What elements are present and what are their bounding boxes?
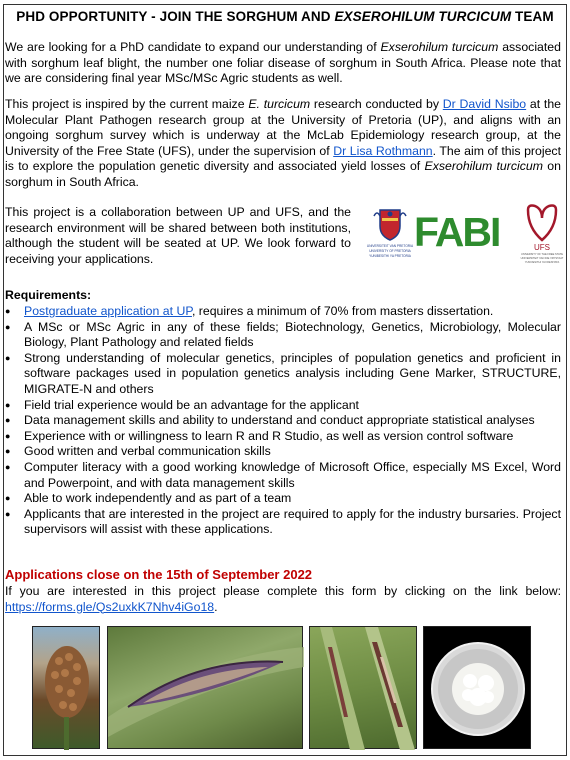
collaboration-paragraph: This project is a collaboration between UP and UFS, and the research environment will be shared between both institutions, although the student will be seated at UP. We look forward to receiving your applications. — [5, 205, 351, 266]
up-crest-logo — [366, 206, 414, 264]
ufs-logo-line-3: YUNIVESITHI YA FREISTATA — [524, 261, 560, 264]
institution-logos — [366, 204, 564, 266]
david-nsibo-link[interactable]: Dr David Nsibo — [442, 97, 527, 111]
intro-paragraph: We are looking for a PhD candidate to expand our understanding of Exserohilum turcicum associated with sorghum leaf blight, the number one foliar disease of sorghum in South Africa. Please note that we are considering final year MSc/MSc Agric students as well. — [5, 40, 561, 86]
list-item: ● Data management skills and ability to understand and conduct appropriate statistical analyses — [5, 413, 561, 429]
project-paragraph: This project is inspired by the current maize E. turcicum research conducted by Dr David Nsibo at the Molecular Plant Pathogen research group at the University of Pretoria (UP), and aligns with an ongoing sorghum survey which is underway at the McLab Epidemiology research group, at the University of the Free State (UFS), under the supervision of Dr Lisa Rothmann. The aim of this project is to explore the population genetic diversity and associated yield losses of Exserohilum turcicum on sorghum in South Africa. — [5, 97, 562, 189]
application-form-link[interactable]: https://forms.gle/Qs2uxkK7Nhv4iGo18 — [5, 599, 215, 614]
list-item: ● A MSc or MSc Agric in any of these fields; Biotechnology, Genetics, Microbiology, Molecular Biology, Plant Pathology and related fields — [5, 320, 561, 351]
list-item: ● Good written and verbal communication skills — [5, 444, 561, 460]
apply-instructions: If you are interested in this project please complete this form by clicking on the link below: https://forms.gle/Qs2uxkK7Nhv4iGo18. — [5, 584, 561, 614]
fungal-culture-petri-dish-photo — [423, 626, 531, 749]
up-logo-line-2: UNIVERSITY OF PRETORIA — [369, 249, 411, 253]
list-item: ● Able to work independently and as part of a team — [5, 491, 561, 507]
sorghum-panicle-photo — [32, 626, 100, 749]
up-logo-line-1: UNIVERSITEIT VAN PRETORIA — [366, 244, 414, 248]
ufs-logo-line-2: UNIVERSITEIT VAN DIE VRYSTAAT — [520, 257, 564, 260]
ufs-logo-wordmark: UFS — [534, 243, 550, 252]
blighted-leaves-photo — [309, 626, 417, 749]
list-item: ● Applicants that are interested in the project are required to apply for the industry bursaries. Project supervisors will assist with these applications. — [5, 507, 561, 538]
ufs-logo-line-1: UNIVERSITY OF THE FREE STATE — [520, 253, 564, 256]
lisa-rothmann-link[interactable]: Dr Lisa Rothmann — [333, 143, 433, 158]
list-item: ● Postgraduate application at UP, requires a minimum of 70% from masters dissertation. — [5, 304, 561, 320]
photo-strip — [0, 626, 570, 749]
list-item: ● Experience with or willingness to learn R and R Studio, as well as version control software — [5, 429, 561, 445]
ufs-logo — [522, 204, 562, 266]
up-logo-line-3: YUNIBESITHI YA PRETORIA — [369, 254, 411, 258]
postgraduate-application-link[interactable]: Postgraduate application at UP — [24, 304, 192, 318]
requirements-heading: Requirements: — [5, 288, 92, 302]
fabi-logo: FABI — [414, 209, 500, 255]
list-item: ● Strong understanding of molecular genetics, principles of population genetics and proficient in software packages used in population genetics analysis including Gene Marker, STRUCTURE, MIGRATE-N and others — [5, 351, 561, 398]
requirements-list — [5, 304, 561, 538]
list-item: ● Computer literacy with a good working knowledge of Microsoft Office, especially MS Excel, Word and Powerpoint, and with data management skills — [5, 460, 561, 491]
application-deadline: Applications close on the 15th of September 2022 — [5, 567, 313, 582]
page-title: PHD OPPORTUNITY - JOIN THE SORGHUM AND EXSEROHILUM TURCICUM TEAM — [16, 9, 554, 24]
list-item: ● Field trial experience would be an advantage for the applicant — [5, 398, 561, 414]
leaf-lesion-photo — [107, 626, 303, 749]
